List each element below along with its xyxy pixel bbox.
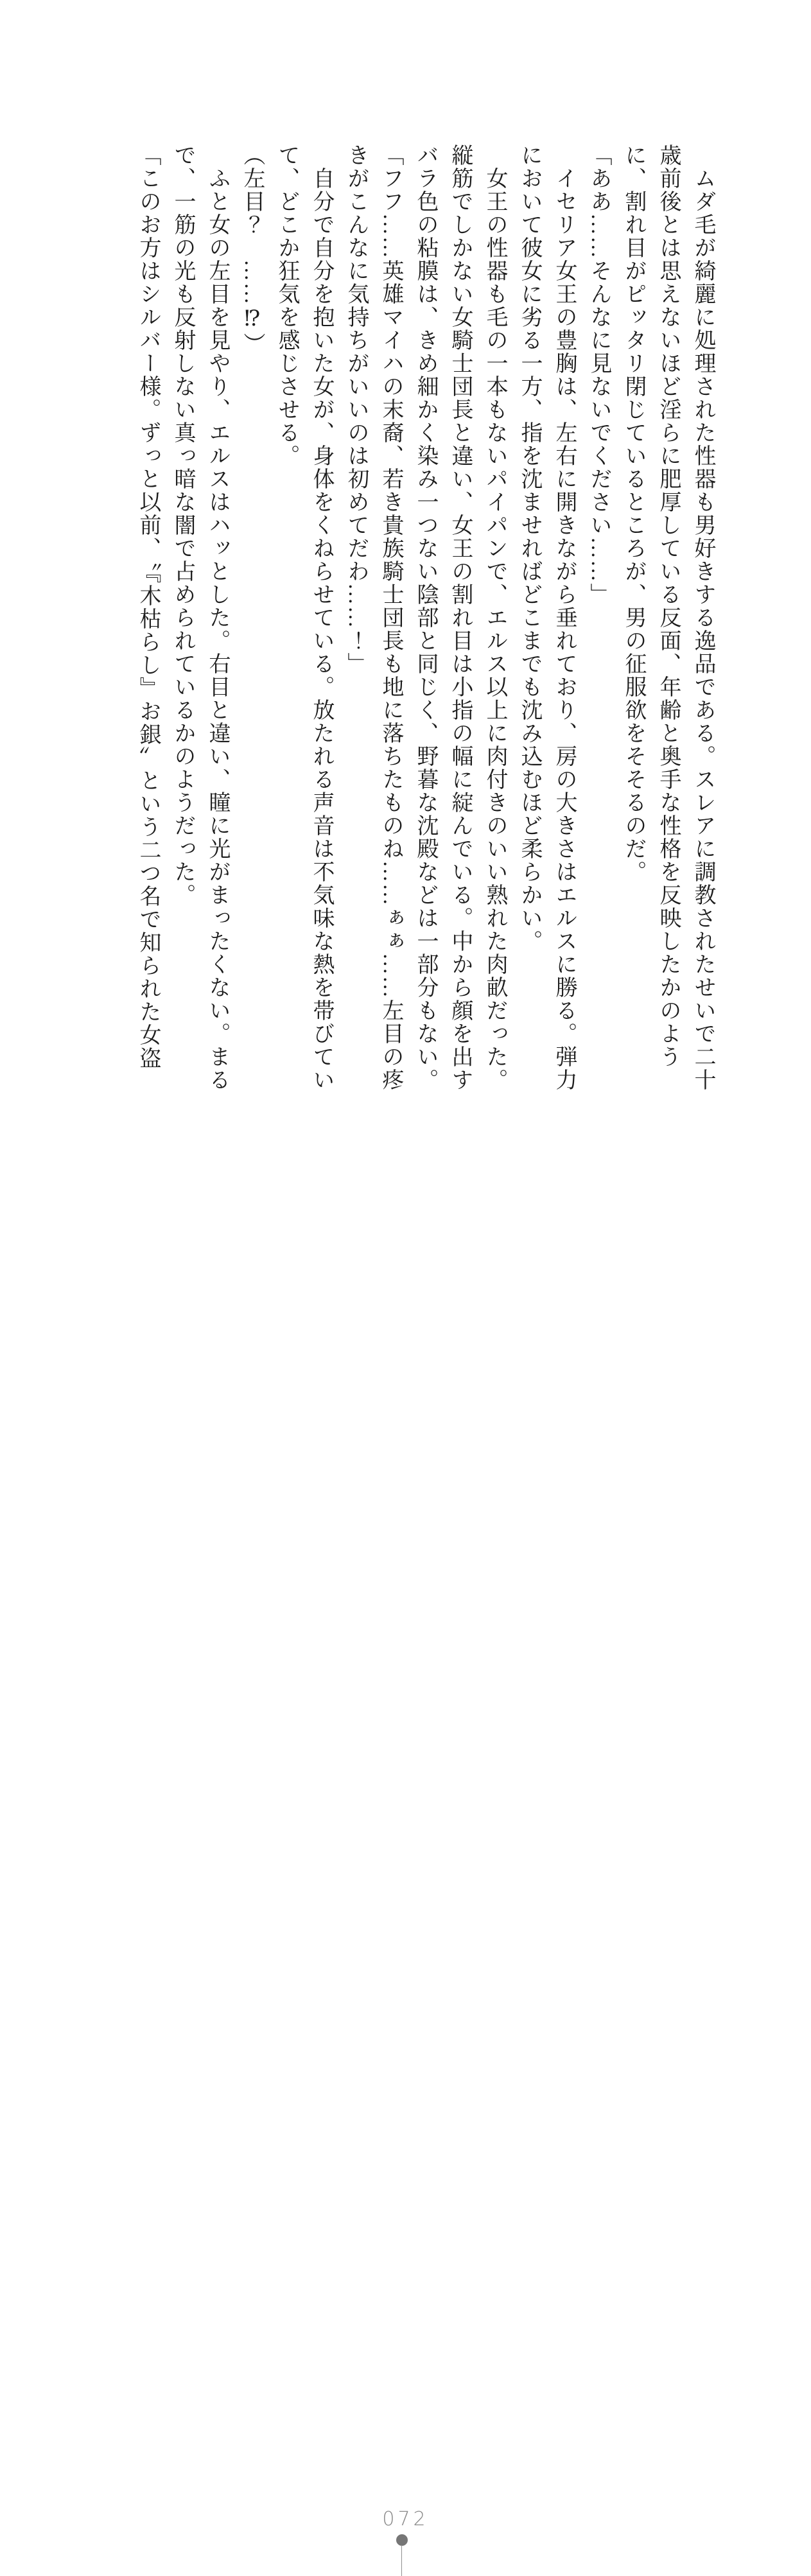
paragraph-inner-thought: （左目？ ……⁉）	[240, 144, 264, 356]
paragraph-dialogue: 「フフ……英雄マイハの末裔、若き貴族騎士団長も地に落ちたものね……ぁぁ……左目の疼きがこんなに気持ちがいいのは初めてだわ……！」	[344, 144, 403, 1092]
paragraph-narration: ムダ毛が綺麗に処理された性器も男好きする逸品である。スレアに調教されたせいで二十歳前後とは思えないほど淫らに肥厚している反面、年齢と奥手な性格を反映したかのように、割れ目がピッタリ閉じているところが、男の征服欲をそそるのだ。	[622, 144, 715, 1092]
paragraph-narration: ふと女の左目を見やり、エルスはハッとした。右目と違い、瞳に光がまったくない。まるで、一筋の光も反射しない真っ暗な闇で占められているかのようだった。	[171, 144, 229, 1092]
page-text-block	[130, 144, 720, 1094]
page-number: 072	[382, 2508, 429, 2530]
footer-line-ornament	[401, 2545, 402, 2576]
paragraph-narration: 女王の性器も毛の一本もないパイパンで、エルス以上に肉付きのいい熟れた肉畝だった。縦筋でしかない女騎士団長と違い、女王の割れ目は小指の幅に綻んでいる。中から顔を出すバラ色の粘膜は、きめ細かく染み一つない陰部と同じく、野暮な沈殿などは一部分もない。	[414, 144, 507, 1092]
paragraph-dialogue: 「このお方はシルバー様。ずっと以前、〝『木枯らし』お銀〟という二つ名で知られた女盗	[136, 144, 160, 1070]
footer-dot-ornament	[396, 2534, 408, 2546]
page-footer	[0, 1249, 811, 2530]
paragraph-dialogue: 「ああ……そんなに見ないでください……」	[587, 144, 611, 606]
paragraph-narration: 自分で自分を抱いた女が、身体をくねらせている。放たれる声音は不気味な熱を帯びていて、どこか狂気を感じさせる。	[275, 144, 333, 1092]
paragraph-narration: イセリア女王の豊胸は、左右に開きながら垂れており、房の大きさはエルスに勝る。弾力において彼女に劣る一方、指を沈ませればどこまでも沈み込むほど柔らかい。	[518, 144, 576, 1092]
